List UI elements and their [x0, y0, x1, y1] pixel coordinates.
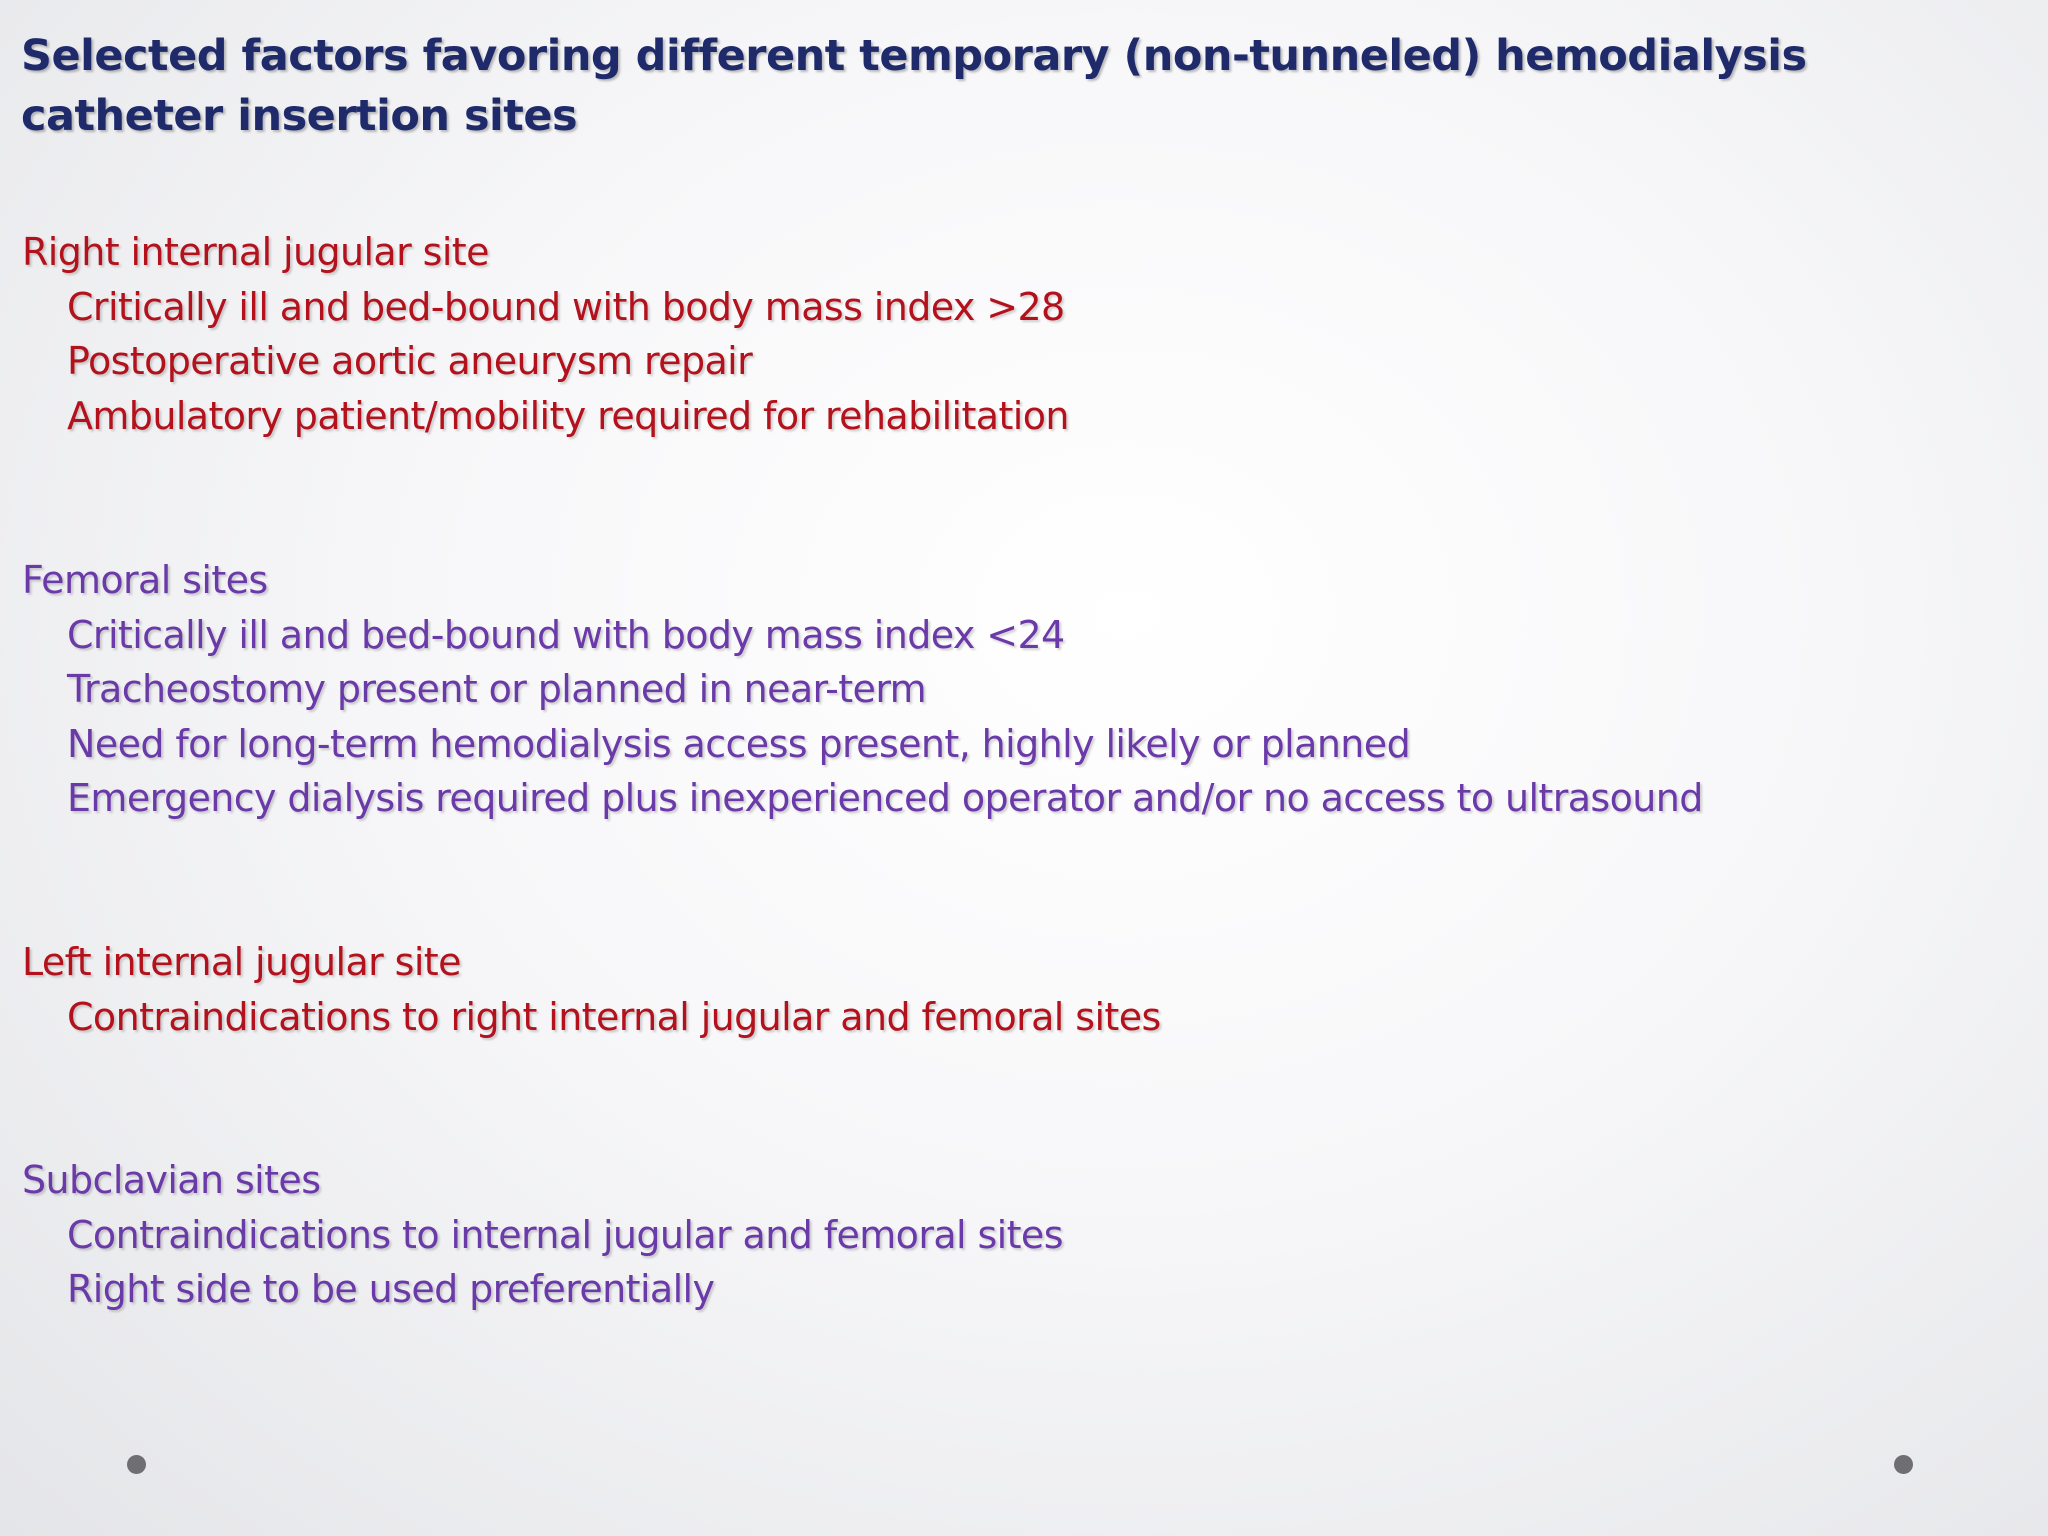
section-right-internal-jugular: [22, 225, 1069, 443]
slide-title: Selected factors favoring different temporary (non-tunneled) hemodialysis catheter insertion sites: [21, 31, 1807, 141]
list-item: Ambulatory patient/mobility required for rehabilitation: [67, 393, 1069, 438]
list-item: Contraindications to right internal jugular and femoral sites: [67, 994, 1161, 1039]
list-item: Contraindications to internal jugular and femoral sites: [67, 1212, 1063, 1257]
list-item: Tracheostomy present or planned in near-term: [67, 667, 927, 711]
section-heading: Subclavian sites: [22, 1158, 321, 1202]
list-item: Critically ill and bed-bound with body mass index >28: [67, 284, 1065, 329]
list-item: Critically ill and bed-bound with body mass index <24: [67, 612, 1065, 657]
decorative-dot-right: [1894, 1455, 1913, 1474]
section-femoral: [22, 553, 1703, 826]
section-heading: Right internal jugular site: [22, 230, 489, 274]
list-item: Emergency dialysis required plus inexperienced operator and/or no access to ultrasound: [67, 776, 1703, 820]
list-item: Right side to be used preferentially: [67, 1267, 715, 1311]
decorative-dot-left: [127, 1455, 146, 1474]
section-subclavian: [22, 1153, 1063, 1317]
section-heading: Left internal jugular site: [22, 940, 461, 984]
list-item: Need for long-term hemodialysis access present, highly likely or planned: [67, 721, 1411, 766]
list-item: Postoperative aortic aneurysm repair: [67, 339, 753, 383]
section-left-internal-jugular: [22, 935, 1161, 1044]
section-heading: Femoral sites: [22, 558, 268, 602]
